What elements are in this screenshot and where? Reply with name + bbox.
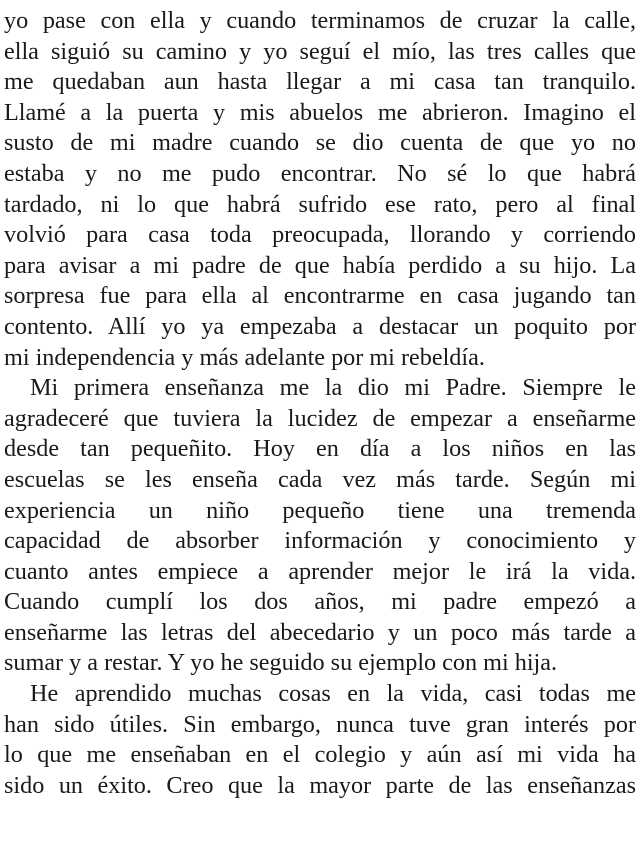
text-line: sorpresa fue para ella al encontrarme en casa jugando tan [4, 282, 636, 310]
text-line: cuanto antes empiece a aprender mejor le irá la vida. [4, 557, 636, 585]
paragraph-1 [4, 6, 636, 373]
text-line: escuelas se les enseña cada vez más tarde. Según mi [4, 465, 636, 493]
text-line: experiencia un niño pequeño tiene una tremenda [4, 496, 636, 524]
text-line: yo pase con ella y cuando terminamos de cruzar la calle, [4, 7, 636, 34]
text-line: me quedaban aun hasta llegar a mi casa tan tranquilo. [4, 68, 636, 96]
text-line: capacidad de absorber información y conocimiento y [4, 527, 636, 555]
text-line: Llamé a la puerta y mis abuelos me abrieron. Imagino el [4, 98, 636, 126]
text-line: Cuando cumplí los dos años, mi padre empezó a [4, 588, 636, 616]
text-line: Mi primera enseñanza me la dio mi Padre. Siempre le [30, 374, 636, 402]
text-line: mi independencia y más adelante por mi rebeldía. [4, 343, 485, 371]
text-line: para avisar a mi padre de que había perdido a su hijo. La [4, 251, 636, 279]
text-line: lo que me enseñaban en el colegio y aún así mi vida ha [4, 741, 636, 769]
text-line: volvió para casa toda preocupada, llorando y corriendo [4, 221, 636, 249]
text-line: desde tan pequeñito. Hoy en día a los niños en las [4, 435, 636, 463]
text-line: enseñarme las letras del abecedario y un poco más tarde a [4, 618, 636, 646]
text-line: susto de mi madre cuando se dio cuenta de que yo no [4, 129, 636, 157]
text-line: ella siguió su camino y yo seguí el mío, las tres calles que [4, 37, 636, 65]
paragraph-2 [4, 373, 636, 679]
text-line: agradeceré que tuviera la lucidez de empezar a enseñarme [4, 404, 636, 432]
text-line: estaba y no me pudo encontrar. No sé lo que habrá [4, 159, 636, 187]
text-line: han sido útiles. Sin embargo, nunca tuve gran interés por [4, 710, 636, 738]
text-line: He aprendido muchas cosas en la vida, casi todas me [30, 680, 636, 708]
text-line: sumar y a restar. Y yo he seguido su ejemplo con mi hija. [4, 649, 558, 677]
paragraph-3 [4, 679, 636, 801]
text-line: tardado, ni lo que habrá sufrido ese rato, pero al final [4, 190, 636, 218]
book-page [4, 6, 636, 801]
text-line: sido un éxito. Creo que la mayor parte de las enseñanzas [4, 771, 636, 799]
text-line: contento. Allí yo ya empezaba a destacar un poquito por [4, 312, 636, 340]
